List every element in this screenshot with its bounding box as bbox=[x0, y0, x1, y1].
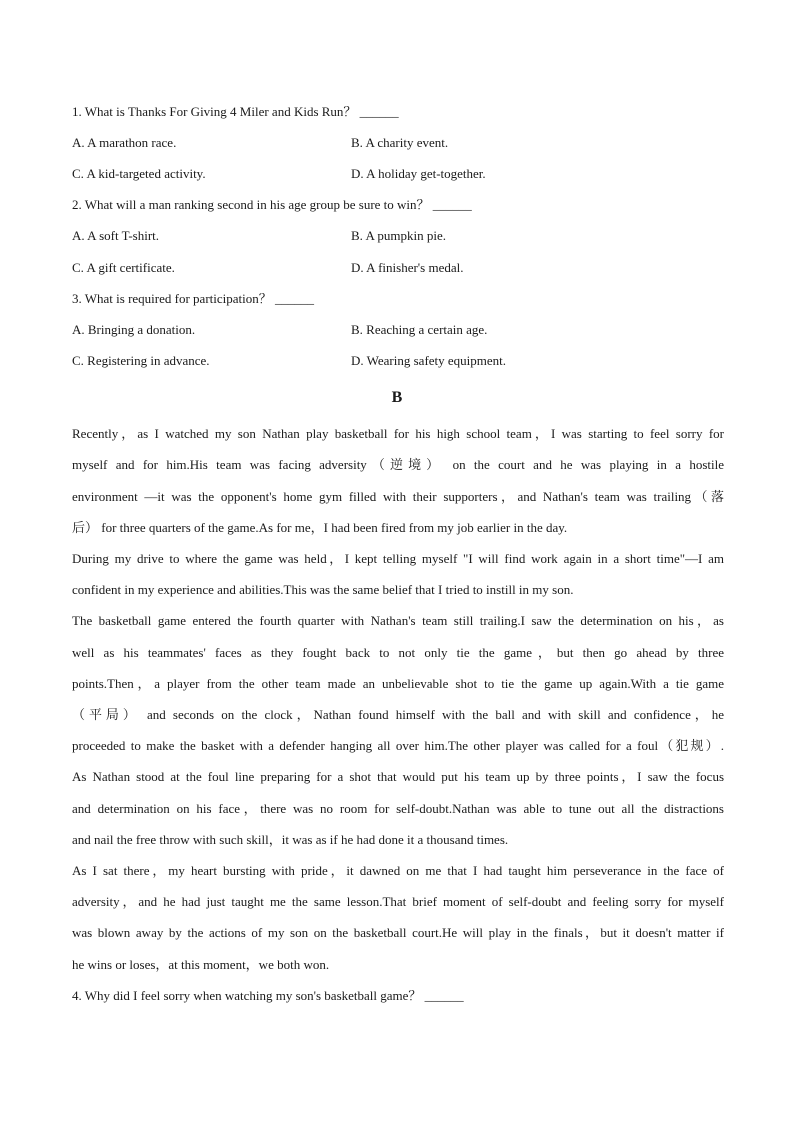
passage-line-6: confident in my experience and abilities.This was the same belief that I tried to instill in my son. bbox=[72, 582, 574, 597]
section-b-heading: B bbox=[391, 389, 403, 406]
question-1-option-d: D. A holiday get-together. bbox=[351, 166, 486, 181]
passage-line-11: proceeded to make the basket with a defender hanging all over him.The other player was called for a foul（犯规）. bbox=[72, 738, 724, 753]
passage-line-5: During my drive to where the game was held，I kept telling myself "I will find work again in a short time"—I am bbox=[72, 551, 724, 566]
passage-line-14: and nail the free throw with such skill，it was as if he had done it a thousand times. bbox=[72, 832, 509, 847]
passage-line-18: he wins or loses，at this moment，we both won. bbox=[72, 957, 330, 972]
passage-line-8: well as his teammates' faces as they fought back to not only tie the game，but then go ahead by three bbox=[72, 645, 724, 660]
passage-line-2: myself and for him.His team was facing adversity（逆境） on the court and he was playing in a hostile bbox=[72, 457, 724, 472]
passage-line-17: was blown away by the actions of my son on the basketball court.He will play in the finals，but it doesn't matter if bbox=[72, 925, 724, 940]
question-2-option-b: B. A pumpkin pie. bbox=[351, 228, 446, 243]
question-2-option-d: D. A finisher's medal. bbox=[351, 260, 464, 275]
question-2-stem: 2. What will a man ranking second in his age group be sure to win？ ______ bbox=[72, 197, 472, 212]
question-3-option-b: B. Reaching a certain age. bbox=[351, 322, 488, 337]
passage-line-12: As Nathan stood at the foul line preparing for a shot that would put his team up by three points，I saw the focus bbox=[72, 769, 724, 784]
question-3-option-c: C. Registering in advance. bbox=[72, 353, 210, 368]
question-1-option-a: A. A marathon race. bbox=[72, 135, 177, 150]
question-4-stem: 4. Why did I feel sorry when watching my son's basketball game？ ______ bbox=[72, 988, 464, 1003]
question-3-option-a: A. Bringing a donation. bbox=[72, 322, 196, 337]
question-3-option-d: D. Wearing safety equipment. bbox=[351, 353, 507, 368]
passage-line-1: Recently，as I watched my son Nathan play basketball for his high school team，I was starting to feel sorry for bbox=[72, 426, 724, 441]
question-1-option-b: B. A charity event. bbox=[351, 135, 449, 150]
passage-line-9: points.Then，a player from the other team made an unbelievable shot to tie the game up again.With a tie game bbox=[72, 676, 724, 691]
passage-line-10: （平局） and seconds on the clock，Nathan found himself with the ball and with skill and confidence，he bbox=[72, 707, 724, 722]
passage-line-16: adversity，and he had just taught me the same lesson.That brief moment of self-doubt and feeling sorry for myself bbox=[72, 894, 724, 909]
passage-line-4: 后） for three quarters of the game.As for me，I had been fired from my job earlier in the day. bbox=[72, 520, 568, 535]
question-3-stem: 3. What is required for participation？ ______ bbox=[72, 291, 315, 306]
passage-line-3: environment —it was the opponent's home gym filled with their supporters，and Nathan's team was trailing（落 bbox=[72, 489, 724, 504]
passage-line-15: As I sat there，my heart bursting with pride，it dawned on me that I had taught him perseverance in the face of bbox=[72, 863, 724, 878]
question-1-option-c: C. A kid-targeted activity. bbox=[72, 166, 206, 181]
passage-line-7: The basketball game entered the fourth quarter with Nathan's team still trailing.I saw the determination on his，as bbox=[72, 613, 724, 628]
question-2-option-a: A. A soft T-shirt. bbox=[72, 228, 160, 243]
passage-line-13: and determination on his face，there was no room for self-doubt.Nathan was able to tune out all the distractions bbox=[72, 801, 724, 816]
question-1-stem: 1. What is Thanks For Giving 4 Miler and Kids Run？ ______ bbox=[72, 104, 399, 119]
question-2-option-c: C. A gift certificate. bbox=[72, 260, 175, 275]
